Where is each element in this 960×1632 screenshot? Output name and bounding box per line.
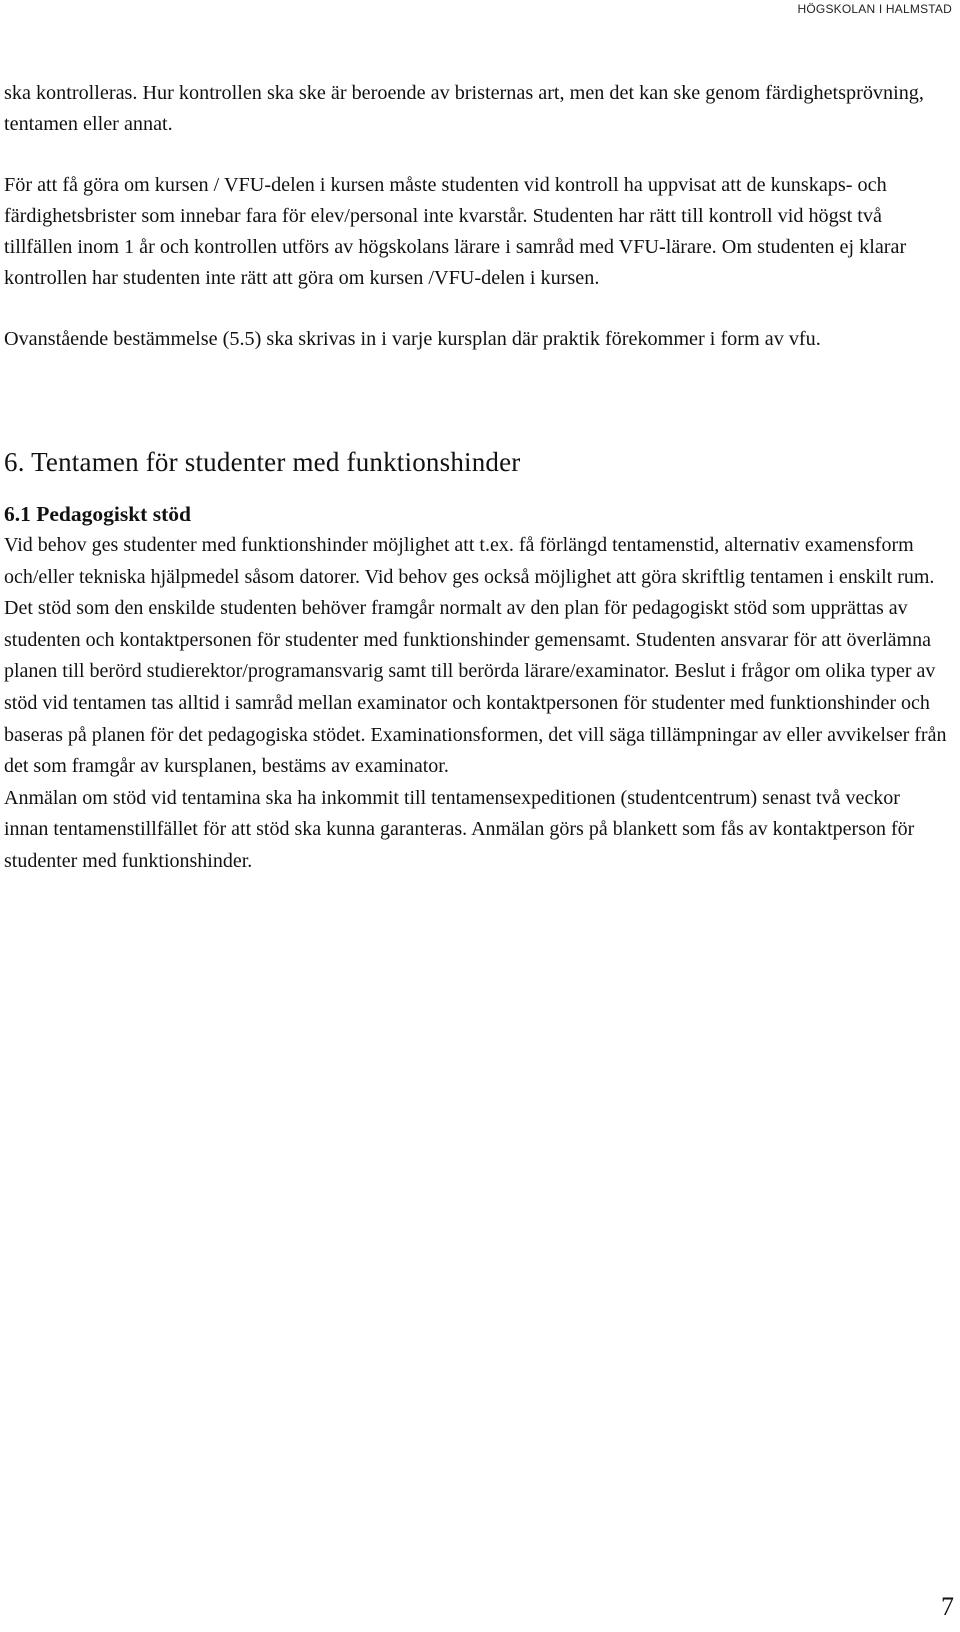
paragraph-pedagogical-support: Vid behov ges studenter med funktionshinder möjlighet att t.ex. få förlängd tentamenstid, alternativ examensform och/eller tekniska hjälpmedel såsom datorer. Vid behov ges också möjlighet att göra skriftlig tentamen i enskilt rum. Det stöd som den enskilde studenten behöver framgår normalt av den plan för pedagogiskt stöd som upprättas av studenten och kontaktpersonen för studenter med funktionshinder gemensamt. Studenten ansvarar för att överlämna planen till berörd studierektor/programansvarig samt till berörda lärare/examinator. Beslut i frågor om olika typer av stöd vid tentamen tas alltid i samråd mellan examinator och kontaktpersonen för studenter med funktionshinder och baseras på planen för det pedagogiska stödet. Examinationsformen, det vill säga tillämpningar av eller avvikelser från det som framgår av kursplanen, bestäms av examinator. [4,534,947,778]
page-number: 7 [941,1592,954,1621]
subsection-heading: 6.1 Pedagogiskt stöd [4,502,191,526]
paragraph-retake-conditions: För att få göra om kursen / VFU-delen i kursen måste studenten vid kontroll ha uppvisat att de kunskaps- och färdighetsbrister som innebar fara för elev/personal inte kvarstår. Studenten har rätt till kontroll vid högst två tillfällen inom 1 år och kontrollen utförs av högskolans lärare i samråd med VFU-lärare. Om studenten ej klarar kontrollen har studenten inte rätt att göra om kursen /VFU-delen i kursen. [4,174,907,289]
header-institution-name: HÖGSKOLAN I HALMSTAD [797,2,952,16]
document-body [4,78,948,878]
section-heading: 6. Tentamen för studenter med funktionshinder [4,447,521,477]
paragraph-course-plan-rule: Ovanstående bestämmelse (5.5) ska skrivas in i varje kursplan där praktik förekommer i form av vfu. [4,328,821,350]
paragraph-control-continuation: ska kontrolleras. Hur kontrollen ska ske är beroende av bristernas art, men det kan ske genom färdighetsprövning, tentamen eller annat. [4,82,924,135]
paragraph-support-application: Anmälan om stöd vid tentamina ska ha inkommit till tentamensexpeditionen (studentcentrum) senast två veckor innan tentamenstillfället för att stöd ska kunna garanteras. Anmälan görs på blankett som fås av kontaktperson för studenter med funktionshinder. [4,786,915,872]
